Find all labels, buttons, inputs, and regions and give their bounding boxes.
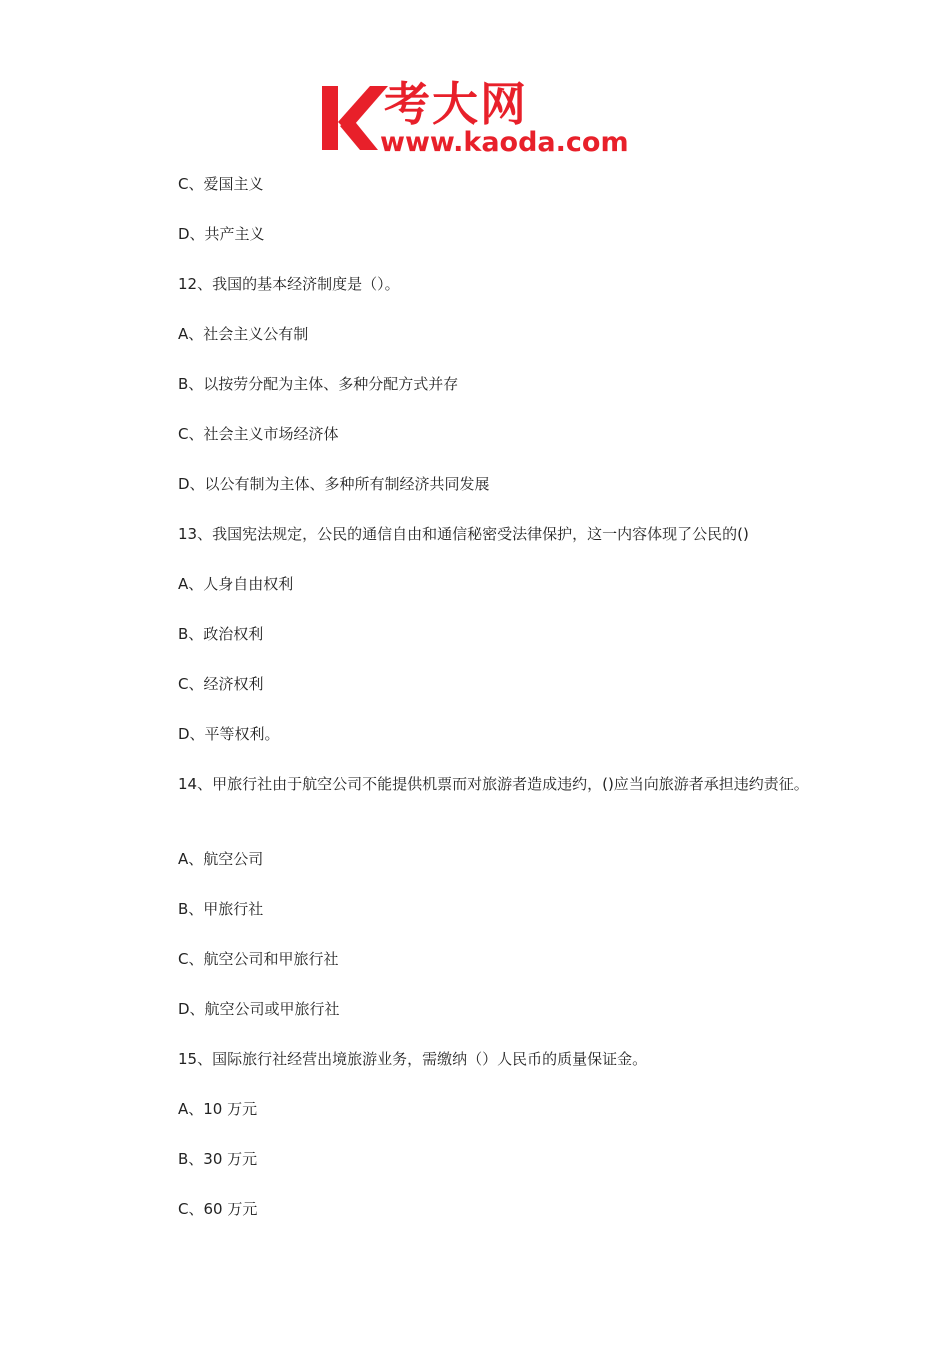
kaoda-logo bbox=[318, 78, 640, 160]
q11-option-d: D、共产主义 bbox=[178, 225, 265, 243]
q14-option-b: B、甲旅行社 bbox=[178, 900, 264, 918]
q13-option-c: C、经济权利 bbox=[178, 675, 264, 693]
q15-option-b: B、30 万元 bbox=[178, 1150, 258, 1168]
q14-option-c: C、航空公司和甲旅行社 bbox=[178, 950, 339, 968]
q14-question: 14、甲旅行社由于航空公司不能提供机票而对旅游者造成违约，()应当向旅游者承担违约责征。 bbox=[178, 775, 809, 793]
q13-option-b: B、政治权利 bbox=[178, 625, 264, 643]
q15-option-a: A、10 万元 bbox=[178, 1100, 258, 1118]
q12-question: 12、我国的基本经济制度是（）。 bbox=[178, 275, 400, 293]
logo-url-text: www.kaoda.com bbox=[380, 127, 629, 158]
q13-question: 13、我国宪法规定，公民的通信自由和通信秘密受法律保护，这一内容体现了公民的() bbox=[178, 525, 749, 543]
q14-option-d: D、航空公司或甲旅行社 bbox=[178, 1000, 340, 1018]
q12-option-d: D、以公有制为主体、多种所有制经济共同发展 bbox=[178, 475, 490, 493]
q13-option-d: D、平等权利。 bbox=[178, 725, 280, 743]
q11-option-c: C、爱国主义 bbox=[178, 175, 264, 193]
q12-option-a: A、社会主义公有制 bbox=[178, 325, 309, 343]
q12-option-b: B、以按劳分配为主体、多种分配方式并存 bbox=[178, 375, 459, 393]
q15-question: 15、国际旅行社经营出境旅游业务，需缴纳（）人民币的质量保证金。 bbox=[178, 1050, 648, 1068]
q13-option-a: A、人身自由权利 bbox=[178, 575, 294, 593]
q12-option-c: C、社会主义市场经济体 bbox=[178, 425, 339, 443]
q15-option-c: C、60 万元 bbox=[178, 1200, 258, 1218]
q14-option-a: A、航空公司 bbox=[178, 850, 264, 868]
logo-chinese-text: 考大网 bbox=[384, 77, 528, 131]
